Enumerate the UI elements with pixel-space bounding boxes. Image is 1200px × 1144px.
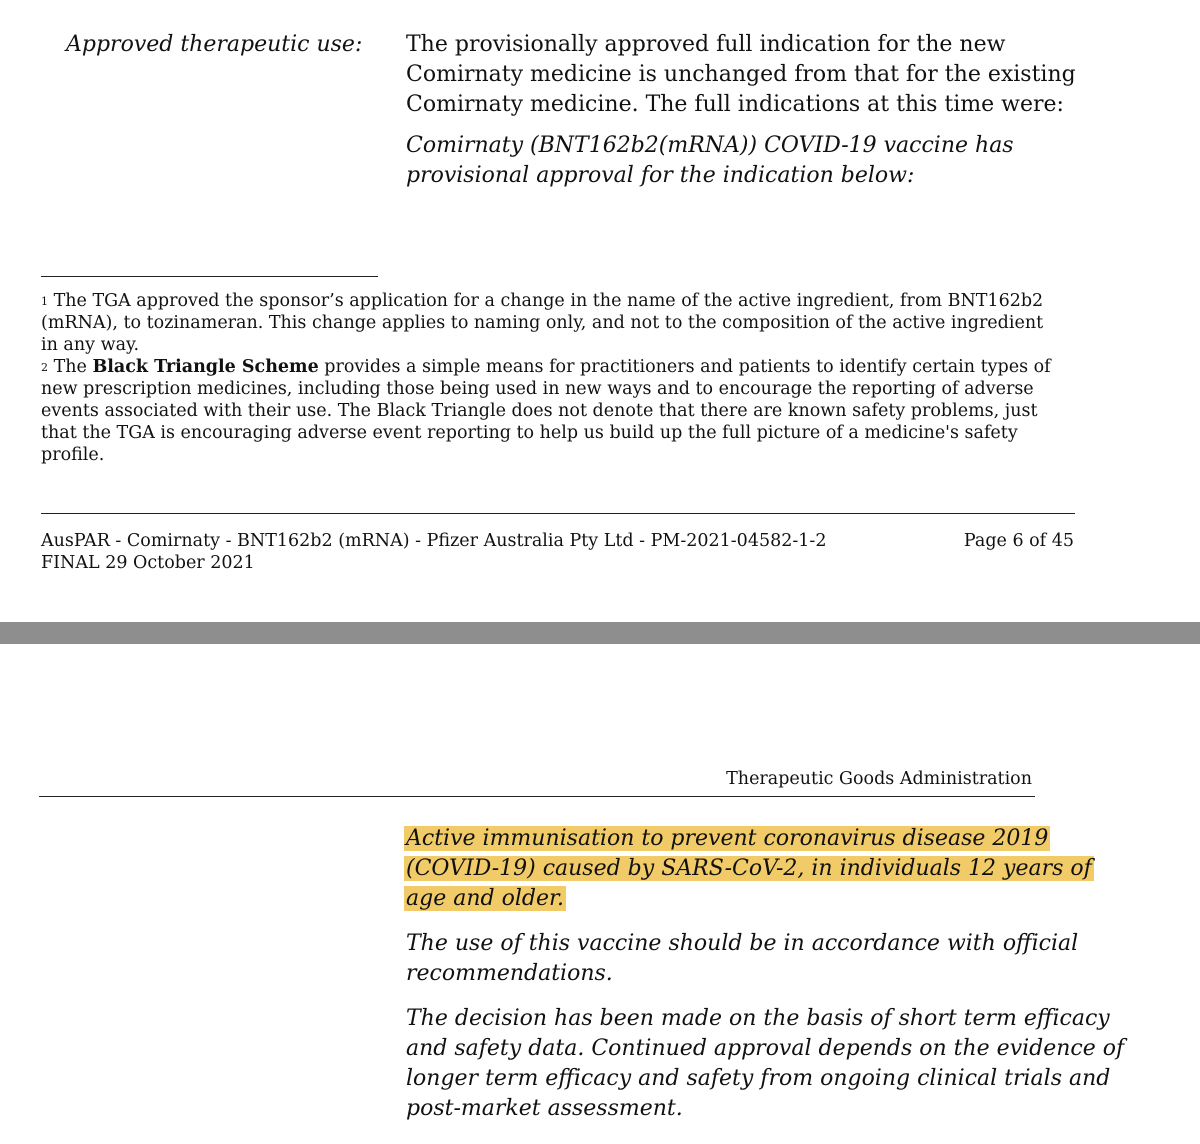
page-footer	[41, 530, 826, 574]
footer-divider	[41, 513, 1075, 514]
section-label: Approved therapeutic use:	[66, 32, 363, 57]
recommendation-paragraph: The use of this vaccine should be in accordance with official recommendations.	[406, 931, 1079, 986]
indication-intro-paragraph: The provisionally approved full indication for the new Comirnaty medicine is unchanged from that for the existing Comirnaty medicine. The full indications at this time were:	[406, 32, 1076, 117]
footer-status-date: FINAL 29 October 2021	[41, 553, 255, 573]
footnote-divider	[41, 276, 378, 277]
footnote-text: The TGA approved the sponsor’s application for a change in the name of the active ingredient, from BNT162b2 (mRNA), to tozinameran. This change applies to naming only, and not to the composition of the active ingredient in any way.	[41, 291, 1044, 355]
provisional-approval-paragraph: Comirnaty (BNT162b2(mRNA)) COVID-19 vaccine has provisional approval for the indication below:	[406, 133, 1014, 188]
footnote-2	[41, 356, 1051, 466]
decision-basis-paragraph: The decision has been made on the basis of short term efficacy and safety data. Continued approval depends on the evidence of longer term efficacy and safety from ongoing clinical trials and post-market assessment.	[406, 1006, 1125, 1121]
page-number: Page 6 of 45	[963, 531, 1074, 551]
page-separator	[0, 622, 1200, 644]
header-divider	[39, 796, 1035, 797]
document-page-7	[0, 644, 1200, 1144]
footnote-1	[41, 290, 1051, 356]
footnote-intro: The	[53, 357, 87, 377]
highlighted-indication: Active immunisation to prevent coronavirus disease 2019 (COVID-19) caused by SARS-CoV-2, in individuals 12 years of age and older.	[406, 826, 1092, 911]
indication-paragraph	[406, 824, 1126, 914]
footnote-bold-term: Black Triangle Scheme	[92, 357, 319, 377]
footnote-text: provides a simple means for practitioners and patients to identify certain types of new prescription medicines, including those being used in new ways and to encourage the reporting of adverse events associated with their use. The Black Triangle does not denote that there are known safety problems, just that the TGA is encouraging adverse event reporting to help us build up the full picture of a medicine's safety profile.	[41, 357, 1051, 465]
footnote-marker: 2	[41, 361, 48, 374]
footer-doc-id: AusPAR - Comirnaty - BNT162b2 (mRNA) - Pfizer Australia Pty Ltd - PM-2021-04582-1-2	[41, 531, 827, 551]
page-header: Therapeutic Goods Administration	[726, 769, 1032, 789]
footnotes	[41, 290, 1051, 466]
footnote-marker: 1	[41, 295, 48, 308]
